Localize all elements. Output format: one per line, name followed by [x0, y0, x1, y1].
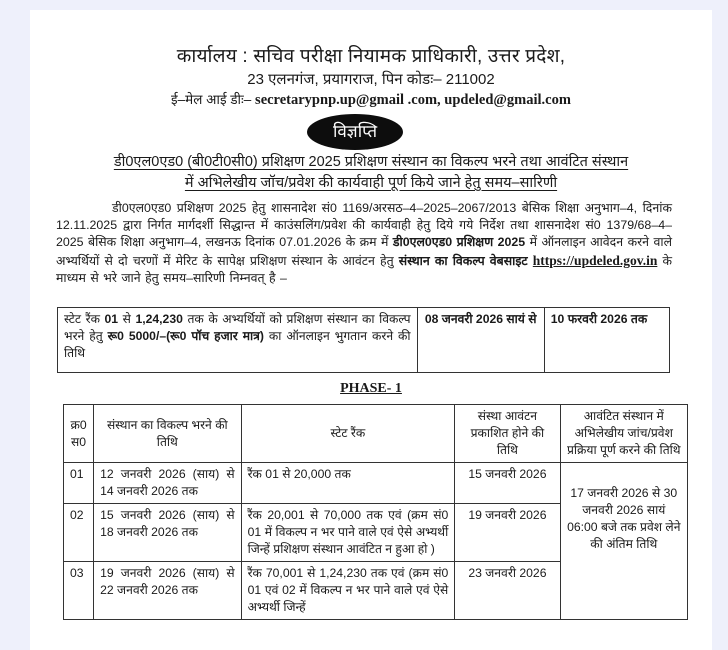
row-option-dates: 12 जनवरी 2026 (साय) से 14 जनवरी 2026 तक: [94, 463, 241, 504]
row-sno: 02: [64, 504, 94, 562]
table-header-row: [64, 405, 688, 463]
office-heading: कार्यालय : सचिव परीक्षा नियामक प्राधिकारी, उत्तर प्रदेश,: [176, 46, 566, 67]
notice-document: [30, 10, 712, 650]
email-addresses: secretarypnp.up@gmail .com, updeled@gmail.com: [255, 92, 571, 108]
completion-date: 17 जनवरी 2026 से 30 जनवरी 2026 सायं 06:00 बजे तक प्रवेश लेने की अंतिम तिथि: [560, 463, 687, 620]
paragraph-bold-website: संस्थान का विकल्प वेबसाइट: [398, 253, 528, 268]
header-publish-date: संस्था आवंटन प्रकाशित होने की तिथि: [455, 405, 560, 463]
row-option-dates: 15 जनवरी 2026 (साय) से 18 जनवरी 2026 तक: [94, 504, 241, 562]
header-sno: क्र0 स0: [64, 405, 94, 463]
paragraph-text: में ऑनलाइन आवेदन करने वाले अभ्यर्थियों से दो चरणों में मेरिट के सापेक्ष प्रशिक्षण संस्थान के आवंटन हेतु: [56, 235, 672, 268]
email-line: [30, 90, 712, 109]
payment-description: स्टेट रैंक 01 से 1,24,230 तक के अभ्यर्थियों को प्रशिक्षण संस्थान का विकल्प भरने हेतु रू0 5000/–(रू0 पॉच हजार मात्र) का ऑनलाइन भुगतान करने की तिथि: [58, 308, 418, 373]
payment-start-date: 08 जनवरी 2026 सायं से: [417, 308, 544, 373]
row-publish-date: 23 जनवरी 2026: [455, 562, 560, 620]
header-state-rank: स्टेट रैंक: [241, 405, 455, 463]
row-state-rank: रैंक 70,001 से 1,24,230 तक एवं (क्रम सं0 01 एवं 02 में विकल्प न भर पाने वाले एवं ऐसे अभ्यर्थी जिन्हें: [241, 562, 455, 620]
notice-title: [30, 152, 712, 194]
phase-1-table: [63, 404, 688, 620]
paragraph-bold-course: डी0एल0एड0 प्रशिक्षण 2025: [392, 235, 526, 250]
row-state-rank: रैंक 01 से 20,000 तक: [241, 463, 455, 504]
table-row: [64, 463, 688, 504]
payment-table: [57, 307, 670, 373]
website-link[interactable]: https://updeled.gov.in: [532, 252, 658, 268]
paragraph-text: के माध्यम से भरे जाने हेतु समय–सारिणी निम्नवत् है –: [56, 253, 672, 285]
header-option-dates: संस्थान का विकल्प भरने की तिथि: [94, 405, 241, 463]
payment-end-date: 10 फरवरी 2026 तक: [544, 308, 669, 373]
row-sno: 01: [64, 463, 94, 504]
row-sno: 03: [64, 562, 94, 620]
title-line-2: में अभिलेखीय जॉच/प्रवेश की कार्यवाही पूर्ण किये जाने हेतु समय–सारिणी: [184, 175, 558, 191]
office-address: 23 एलनगंज, प्रयागराज, पिन कोडः– 211002: [247, 71, 495, 88]
email-label: ई–मेल आई डीः–: [171, 92, 256, 107]
phase-label: PHASE- 1: [340, 381, 402, 396]
title-line-1: डी0एल0एड0 (बी0टी0सी0) प्रशिक्षण 2025 प्रशिक्षण संस्थान का विकल्प भरने तथा आवंटित संस्थान: [113, 154, 629, 170]
row-publish-date: 19 जनवरी 2026: [455, 504, 560, 562]
row-publish-date: 15 जनवरी 2026: [455, 463, 560, 504]
row-option-dates: 19 जनवरी 2026 (साय) से 22 जनवरी 2026 तक: [94, 562, 241, 620]
table-row: [58, 308, 670, 373]
notice-paragraph: [56, 200, 672, 287]
row-state-rank: रैंक 20,001 से 70,000 तक एवं (क्रम सं0 01 में विकल्प न भर पाने वाले एवं ऐसे अभ्यर्थी जिन्हें प्रशिक्षण संस्थान आवंटित न हुआ हो ): [241, 504, 455, 562]
paragraph-text: डी0एल0एड0 प्रशिक्षण 2025 हेतु शासनादेश सं0 1169/अरसठ–4–2025–2067/2013 बेसिक शिक्षा अनुभाग–4, दिनांक 12.11.2025 द्वारा निर्गत मार्गदर्शी सिद्धान्त में काउंसलिंग/प्रवेश की कार्यवाही हेतु दिये गये निर्देश तथा शासनादेश सं0 1379/68–4–2025 बेसिक शिक्षा अनुभाग–4, लखनऊ दिनांक 07.01.2026 के क्रम में: [56, 201, 672, 250]
notice-badge: विज्ञप्ति: [307, 114, 403, 150]
header-completion-date: आवंटित संस्थान में अभिलेखीय जांच/प्रवेश प्रक्रिया पूर्ण करने की तिथि: [560, 405, 687, 463]
